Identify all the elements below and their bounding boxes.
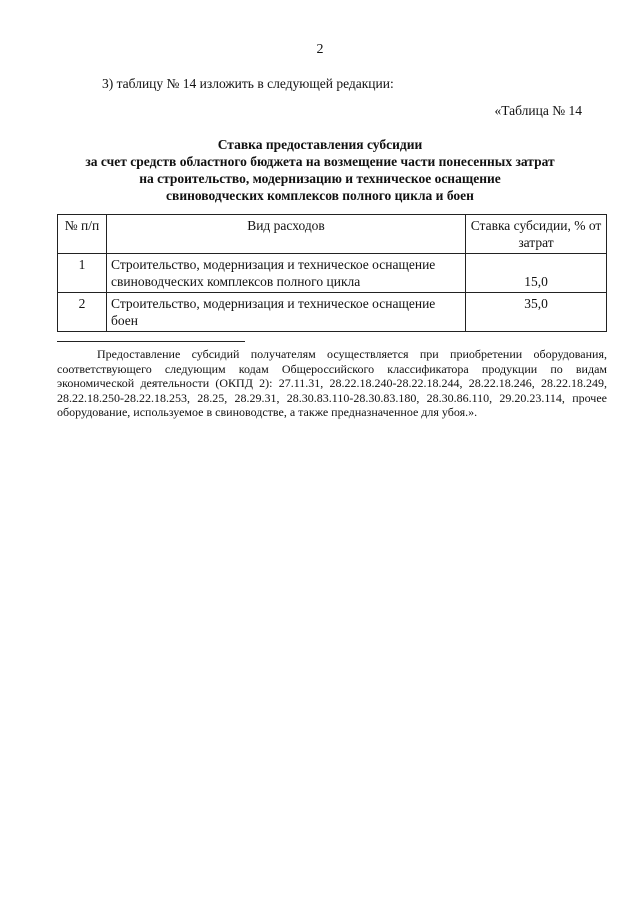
title-line: Ставка предоставления субсидии bbox=[217, 137, 423, 152]
intro-text: 3) таблицу № 14 изложить в следующей редакции: bbox=[102, 76, 394, 91]
title-line: за счет средств областного бюджета на возмещение части понесенных затрат bbox=[85, 154, 555, 169]
table-label: «Таблица № 14 bbox=[494, 103, 582, 118]
row-expense-type: Строительство, модернизация и техническое оснащение боен bbox=[107, 293, 466, 332]
footnote-divider bbox=[57, 341, 245, 342]
row-num: 1 bbox=[58, 254, 107, 293]
header-rate: Ставка субсидии, % от затрат bbox=[466, 215, 607, 254]
table-header-row bbox=[58, 215, 607, 254]
row-num: 2 bbox=[58, 293, 107, 332]
row-rate: 15,0 bbox=[466, 254, 607, 293]
page-number: 2 bbox=[316, 42, 324, 57]
header-expense-type: Вид расходов bbox=[107, 215, 466, 254]
row-expense-type: Строительство, модернизация и техническое оснащение свиноводческих комплексов полного цикла bbox=[107, 254, 466, 293]
document-title bbox=[40, 136, 600, 204]
subsidy-rate-table bbox=[57, 214, 607, 332]
row-rate: 35,0 bbox=[466, 293, 607, 332]
table-row bbox=[58, 254, 607, 293]
title-line: на строительство, модернизацию и техническое оснащение bbox=[139, 171, 501, 186]
title-line: свиноводческих комплексов полного цикла и боен bbox=[166, 188, 474, 203]
header-num: № п/п bbox=[58, 215, 107, 254]
footnote-text: Предоставление субсидий получателям осуществляется при приобретении оборудования, соответствующего следующим кодам Общероссийского классификатора продукции по видам экономической деятельности (ОКПД 2): 27.11.31, 28.22.18.240-28.22.18.244, 28.22.18.246, 28.22.18.249, 28.22.18.250-28.22.18.253, 28.25, 28.29.31, 28.30.83.110-28.30.83.180, 28.30.86.110, 29.20.23.114, прочее оборудование, используемое в свиноводстве, а также предназначенное для убоя.». bbox=[57, 347, 607, 419]
table-row bbox=[58, 293, 607, 332]
